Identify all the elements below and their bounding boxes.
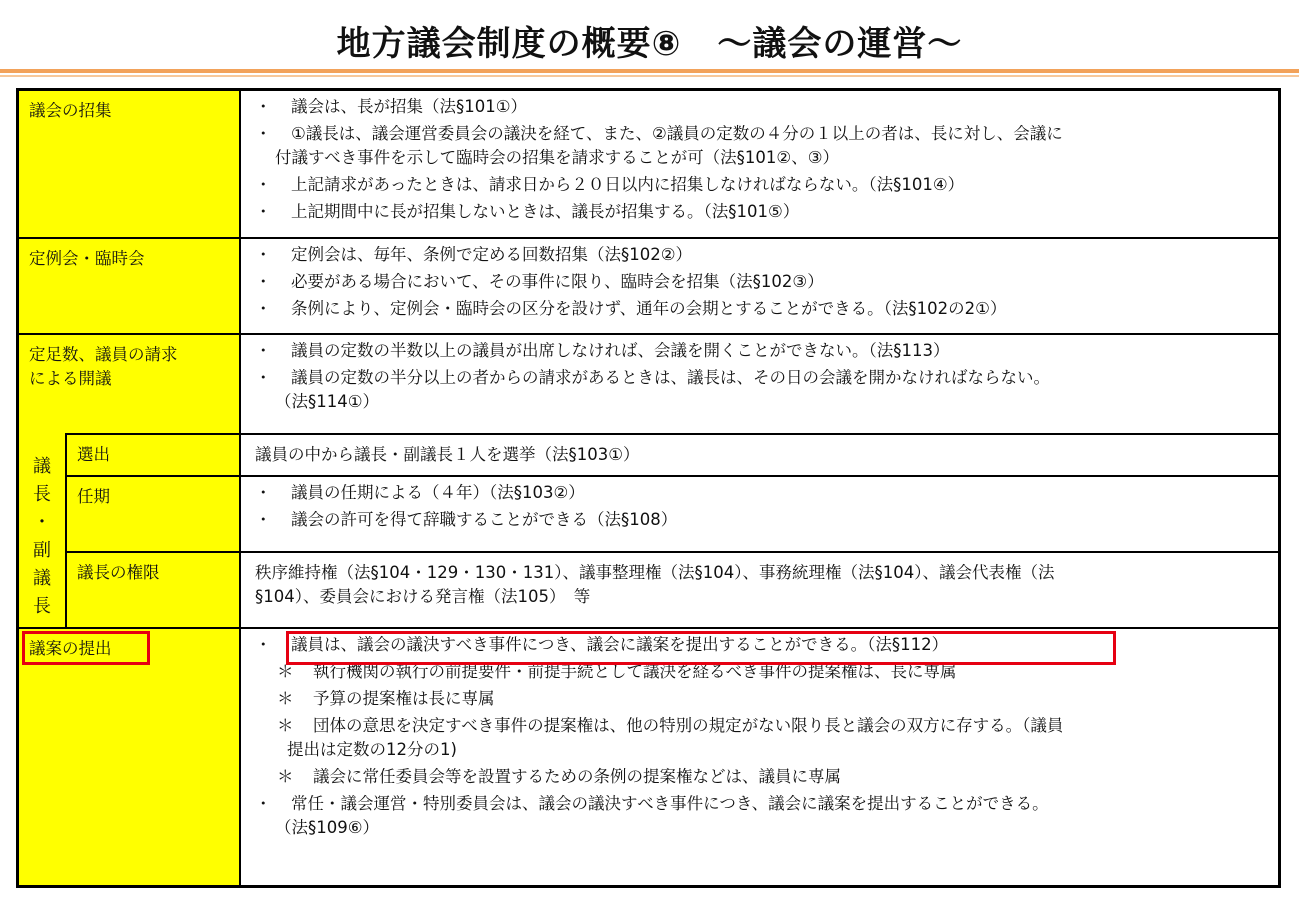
- label-shoshu: 議会の招集: [19, 91, 241, 237]
- label-teisoku: 定足数、議員の請求 による開議: [19, 335, 241, 433]
- content-senshutsu: 議員の中から議長・副議長１人を選挙（法§103①）: [255, 445, 640, 464]
- list-item: ・ 必要がある場合において、その事件に限り、臨時会を招集（法§102③）: [255, 272, 824, 291]
- content-shoshu: [241, 91, 1278, 237]
- list-item: ・ 上記請求があったときは、請求日から２０日以内に招集しなければならない。（法§101④）: [255, 175, 965, 194]
- list-item-continuation: 提出は定数の12分の1): [287, 740, 457, 759]
- list-item: ・ 議員の定数の半分以上の者からの請求があるときは、議長は、その日の会議を開かなければならない。: [255, 368, 1050, 387]
- page-title: [0, 16, 1299, 65]
- label-teishutsu: 議案の提出: [19, 629, 241, 885]
- list-item: ・ 定例会は、毎年、条例で定める回数招集（法§102②）: [255, 245, 693, 264]
- title-underline-thin: [0, 75, 1299, 77]
- label-kengen: 議長の権限: [67, 553, 241, 627]
- content-teirei: [241, 239, 1278, 333]
- list-item-continuation: （法§114①）: [275, 392, 380, 411]
- list-item-continuation: （法§109⑥）: [275, 818, 380, 837]
- content-ninki: [241, 477, 1278, 551]
- row-kengen: [67, 551, 1278, 627]
- gicho-group-label: [19, 433, 67, 627]
- list-item: ＊ 執行機関の執行の前提要件・前提手続として議決を経るべき事件の提案権は、長に専属: [277, 662, 957, 681]
- content-teisoku: [241, 335, 1278, 433]
- list-item: ・ ①議長は、議会運営委員会の議決を経て、また、②議員の定数の４分の１以上の者は、長に対し、会議に: [255, 124, 1063, 143]
- summary-table: [16, 88, 1281, 888]
- gicho-vertical-text: 議 長 ・ 副 議 長: [33, 456, 51, 617]
- row-teisoku: [19, 333, 1278, 433]
- label-teirei: 定例会・臨時会: [19, 239, 241, 333]
- list-item: ＊ 予算の提案権は長に専属: [277, 689, 495, 708]
- row-teishutsu: [19, 627, 1278, 885]
- list-item: ・ 条例により、定例会・臨時会の区分を設けず、通年の会期とすることができる。（法§102の2①）: [255, 299, 1007, 318]
- content-kengen: 秩序維持権（法§104・129・130・131）、議事整理権（法§104）、事務統理権（法§104）、議会代表権（法 §104）、委員会における発言権（法105） 等: [255, 563, 1055, 606]
- content-teishutsu: [241, 629, 1278, 885]
- list-item: ・ 議員の任期による（４年）（法§103②）: [255, 483, 585, 502]
- label-senshutsu: 選出: [67, 435, 241, 475]
- list-item-continuation: 付議すべき事件を示して臨時会の招集を請求することが可（法§101②、③）: [275, 148, 839, 167]
- row-shoshu: [19, 91, 1278, 237]
- title-sub: ～議会の運営～: [717, 24, 963, 64]
- list-item: ＊ 団体の意思を決定すべき事件の提案権は、他の特別の規定がない限り長と議会の双方に存する。（議員: [277, 716, 1064, 735]
- list-item: ・ 議員は、議会の議決すべき事件につき、議会に議案を提出することができる。（法§112）: [255, 635, 949, 654]
- list-item: ＊ 議会に常任委員会等を設置するための条例の提案権などは、議員に専属: [277, 767, 841, 786]
- label-ninki: 任期: [67, 477, 241, 551]
- list-item: ・ 議会は、長が招集（法§101①）: [255, 97, 528, 116]
- highlight-label-box: [22, 631, 150, 665]
- list-item: ・ 議員の定数の半数以上の議員が出席しなければ、会議を開くことができない。（法§113）: [255, 341, 950, 360]
- title-main: 地方議会制度の概要⑧: [336, 24, 682, 64]
- list-item: ・ 上記期間中に長が招集しないときは、議長が招集する。（法§101⑤）: [255, 202, 800, 221]
- list-item: ・ 議会の許可を得て辞職することができる（法§108）: [255, 510, 678, 529]
- title-underline: [0, 69, 1299, 73]
- row-ninki: [67, 475, 1278, 551]
- highlight-text-box: [286, 631, 1116, 665]
- row-senshutsu: [67, 433, 1278, 475]
- list-item: ・ 常任・議会運営・特別委員会は、議会の議決すべき事件につき、議会に議案を提出することができる。: [255, 794, 1049, 813]
- row-teirei: [19, 237, 1278, 333]
